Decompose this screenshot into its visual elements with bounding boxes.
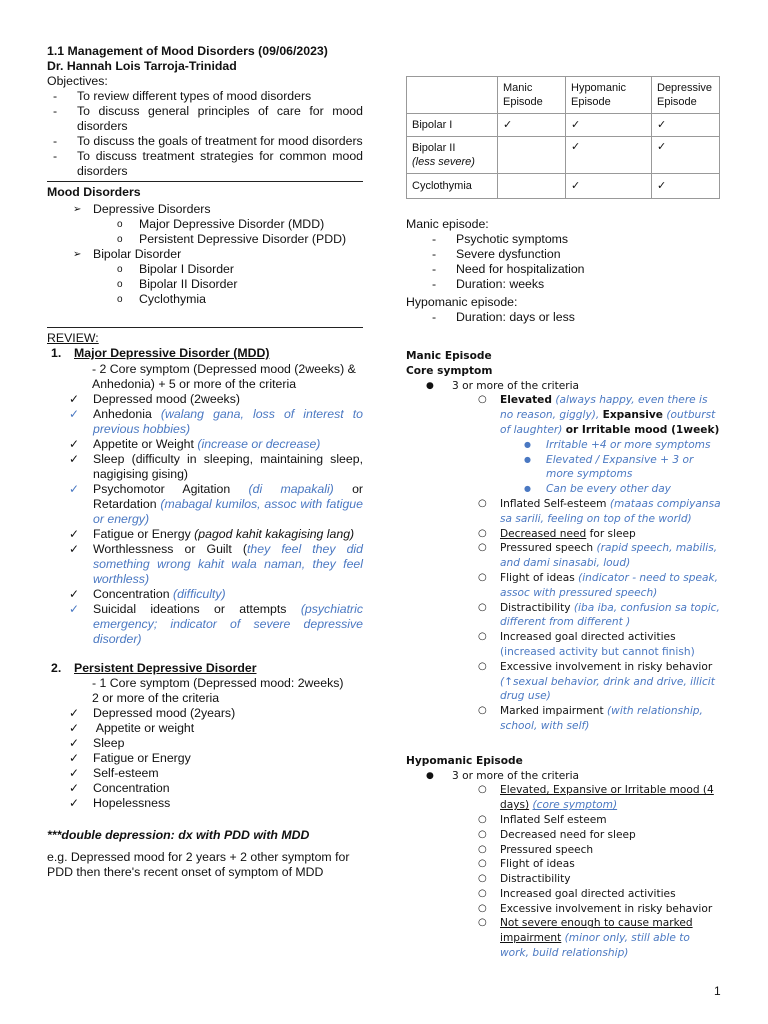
list-item: ○ Increased goal directed activities (478, 887, 676, 900)
circle-bullet-icon: o (117, 294, 123, 305)
outline-subitem: o Persistent Depressive Disorder (PDD) (117, 232, 347, 246)
list-item: ● Can be every other day (524, 483, 671, 496)
table-row (407, 137, 720, 174)
circle-bullet-icon: ○ (478, 542, 487, 554)
circle-bullet-icon: ○ (478, 887, 487, 899)
hypomanic-heading: Hypomanic Episode (406, 754, 523, 767)
circle-bullet-icon: ○ (478, 917, 487, 929)
circle-bullet-icon: o (117, 279, 123, 290)
table-header-cell (407, 77, 498, 114)
core-symptom-label: Core symptom (406, 364, 493, 377)
page-number: 1 (714, 984, 721, 998)
circle-bullet-icon: ○ (478, 873, 487, 885)
list-item: ○ Inflated Self esteem (478, 813, 607, 826)
list-item: ✓ Sleep (69, 736, 125, 750)
list-item: ○ Excessive involvement in risky behavior (↑sexual behavior, drink and drive, illicit drug use) (478, 660, 715, 703)
list-item: ● Irritable +4 or more symptoms (524, 438, 711, 451)
list-item: ✓ Suicidal ideations or attempts (psychiatric emergency; indicator of severe depressive disorder) (69, 602, 363, 646)
check-icon: ✓ (69, 542, 80, 556)
list-item: - Need for hospitalization (426, 262, 722, 277)
mood-disorders-heading: Mood Disorders (47, 185, 141, 199)
outline-subitem: o Bipolar II Disorder (117, 277, 238, 291)
list-item: ✓ Concentration (69, 781, 170, 795)
check-icon: ✓ (69, 587, 80, 601)
circle-bullet-icon: o (117, 264, 123, 275)
circle-bullet-icon: o (117, 234, 123, 245)
dot-bullet-icon: ● (524, 454, 531, 464)
doc-title: 1.1 Management of Mood Disorders (09/06/2023) (47, 44, 328, 58)
circle-bullet-icon: ○ (478, 705, 487, 717)
table-header-cell: Depressive Episode (652, 77, 720, 114)
circle-bullet-icon: ○ (478, 902, 487, 914)
list-item: - Severe dysfunction (426, 247, 722, 262)
table-row (407, 114, 720, 137)
objective-item: - To discuss the goals of treatment for mood disorders (47, 134, 363, 149)
check-icon: ✓ (69, 602, 80, 616)
list-item: ○ Increased goal directed activities (increased activity but cannot finish) (478, 631, 695, 658)
pdd-criteria (47, 706, 363, 811)
list-item: ○ Not severe enough to cause marked impairment (minor only, still able to work, build relationship) (478, 917, 693, 960)
circle-bullet-icon: o (117, 219, 123, 230)
list-item: ○ Pressured speech (478, 843, 594, 856)
doc-author: Dr. Hannah Lois Tarroja-Trinidad (47, 59, 237, 73)
list-item: - Psychotic symptoms (426, 232, 722, 247)
list-item: ✓ Appetite or weight (69, 721, 195, 735)
check-icon: ✓ (69, 781, 80, 795)
outline-subitem: o Bipolar I Disorder (117, 262, 234, 276)
check-icon: ✓ (69, 527, 80, 541)
list-item: ○ Decreased need for sleep (478, 527, 636, 540)
list-item: ● Elevated / Expansive + 3 or more symptoms (524, 453, 694, 481)
list-item: ○ Excessive involvement in risky behavior (478, 902, 713, 915)
divider (47, 327, 363, 328)
check-icon: ✓ (69, 721, 80, 735)
table-row (407, 174, 720, 199)
list-item: ✓ Hopelessness (69, 796, 171, 810)
hypomanic-criteria (406, 754, 722, 961)
table-cell: Bipolar I (407, 114, 498, 137)
dot-bullet-icon: ● (524, 439, 531, 449)
hypomanic-episode-list (406, 310, 722, 325)
table-cell: ✓ (566, 137, 652, 174)
circle-bullet-icon: ○ (478, 784, 487, 796)
pdd-core-2: 2 or more of the criteria (92, 691, 220, 705)
table-cell: ✓ (652, 174, 720, 199)
hypomanic-episode-label: Hypomanic episode: (406, 295, 518, 309)
pdd-core: - 1 Core symptom (Depressed mood: 2weeks) (92, 676, 344, 690)
list-item: ✓ Fatigue or Energy (69, 751, 191, 765)
list-item: ○ Flight of ideas (indicator - need to speak, assoc with pressured speech) (478, 571, 719, 599)
dot-bullet-icon: ● (524, 484, 531, 494)
check-icon: ✓ (69, 706, 80, 720)
table-cell: ✓ (566, 114, 652, 137)
list-item: - Duration: weeks (426, 277, 722, 292)
list-item: - Duration: days or less (426, 310, 722, 325)
list-item: ✓ Psychomotor Agitation (di mapakali) or Retardation (mabagal kumilos, assoc with fatigue or energy) (69, 482, 364, 526)
check-icon: ✓ (69, 482, 80, 496)
dot-bullet-icon: ● (426, 380, 434, 391)
list-item: ○ Distractibility (478, 873, 571, 886)
arrow-bullet-icon: ➢ (73, 204, 82, 215)
table-cell: ✓ (498, 114, 566, 137)
right-column (406, 76, 722, 961)
table-header-row (407, 77, 720, 114)
check-icon: ✓ (69, 392, 80, 406)
divider (47, 181, 363, 182)
manic-heading: Manic Episode (406, 350, 492, 362)
list-item: ● 3 or more of the criteria (426, 379, 580, 392)
table-cell (498, 137, 566, 174)
mdd-heading: 1. Major Depressive Disorder (MDD) (51, 346, 270, 360)
list-item: ✓ Worthlessness or Guilt (they feel they did something wrong kahit wala naman, they feel worthless) (69, 542, 363, 586)
episode-summary (406, 217, 722, 325)
check-icon: ✓ (69, 437, 80, 451)
circle-bullet-icon: ○ (478, 571, 487, 583)
episode-table (406, 76, 720, 199)
check-icon: ✓ (69, 751, 80, 765)
table-cell (498, 174, 566, 199)
circle-bullet-icon: ○ (478, 660, 487, 672)
circle-bullet-icon: ○ (478, 631, 487, 643)
table-cell: ✓ (652, 137, 720, 174)
objective-item: - To discuss general principles of care for mood disorders (47, 104, 363, 134)
review-label: REVIEW: (47, 331, 99, 345)
double-depression-note: ***double depression: dx with PDD with MDD (47, 828, 310, 842)
check-icon: ✓ (69, 736, 80, 750)
outline-subitem: o Major Depressive Disorder (MDD) (117, 217, 325, 231)
check-icon: ✓ (69, 766, 80, 780)
table-header-cell: Manic Episode (498, 77, 566, 114)
dot-bullet-icon: ● (426, 770, 434, 781)
outline-item: ➢ Bipolar Disorder (73, 247, 182, 261)
outline-item: ➢ Depressive Disorders (73, 202, 211, 216)
example-note: e.g. Depressed mood for 2 years + 2 other symptom for PDD then there's recent onset of symptom of MDD (47, 850, 350, 879)
list-item: ✓ Self-esteem (69, 766, 159, 780)
circle-bullet-icon: ○ (478, 843, 487, 855)
circle-bullet-icon: ○ (478, 394, 487, 406)
arrow-bullet-icon: ➢ (73, 249, 82, 260)
table-cell: Bipolar II (less severe) (407, 137, 498, 174)
list-item: ✓ Concentration (difficulty) (69, 587, 226, 601)
list-item: ○ Elevated, Expansive or Irritable mood (4 days) (core symptom) (478, 784, 714, 812)
circle-bullet-icon: ○ (478, 828, 487, 840)
list-item: ✓ Sleep (difficulty in sleeping, maintaining sleep, nagigising gising) (69, 452, 363, 481)
table-header-cell: Hypomanic Episode (566, 77, 652, 114)
list-item: ○ Marked impairment (with relationship, school, with self) (478, 705, 703, 732)
table-cell: ✓ (652, 114, 720, 137)
circle-bullet-icon: ○ (478, 497, 487, 509)
check-icon: ✓ (69, 452, 80, 466)
list-item: ✓ Fatigue or Energy (pagod kahit kakagising lang) (69, 527, 355, 541)
list-item: ● 3 or more of the criteria (426, 769, 580, 782)
manic-criteria (406, 349, 722, 734)
list-item: ✓ Depressed mood (2years) (69, 706, 236, 720)
circle-bullet-icon: ○ (478, 601, 487, 613)
list-item: ✓ Appetite or Weight (increase or decrease) (69, 437, 321, 451)
list-item: ✓ Anhedonia (walang gana, loss of interest to previous hobbies) (69, 407, 363, 436)
manic-episode-label: Manic episode: (406, 217, 489, 231)
list-item: ○ Flight of ideas (478, 858, 575, 871)
list-item: ○ Decreased need for sleep (478, 828, 636, 841)
left-column (47, 44, 363, 880)
circle-bullet-icon: ○ (478, 813, 487, 825)
outline-subitem: o Cyclothymia (117, 292, 206, 306)
mood-disorders-outline (47, 202, 363, 307)
objective-item: - To discuss treatment strategies for common mood disorders (47, 149, 363, 179)
list-item: ○ Pressured speech (rapid speech, mabilis, and dami sinasabi, loud) (478, 542, 718, 570)
objectives-label: Objectives: (47, 74, 108, 88)
mdd-criteria (47, 392, 363, 647)
objective-item: - To review different types of mood disorders (47, 89, 363, 104)
pdd-heading: 2. Persistent Depressive Disorder (51, 661, 257, 675)
objectives-list (47, 89, 363, 179)
manic-episode-list (406, 232, 722, 292)
table-cell: ✓ (566, 174, 652, 199)
circle-bullet-icon: ○ (478, 527, 487, 539)
list-item: ○ Elevated (always happy, even there is no reason, giggly), Expansive (outburst of laughter) or Irritable mood (1week) (478, 394, 720, 436)
list-item: ○ Distractibility (iba iba, confusion sa topic, different from different ) (478, 601, 720, 629)
list-item: ○ Inflated Self-esteem (mataas compiyansa sa sarili, feeling on top of the world) (478, 497, 721, 525)
check-icon: ✓ (69, 796, 80, 810)
mdd-core: - 2 Core symptom (Depressed mood (2weeks) & Anhedonia) + 5 or more of the criteria (92, 362, 356, 391)
table-cell: Cyclothymia (407, 174, 498, 199)
list-item: ✓ Depressed mood (2weeks) (69, 392, 240, 406)
check-icon: ✓ (69, 407, 80, 421)
circle-bullet-icon: ○ (478, 858, 487, 870)
